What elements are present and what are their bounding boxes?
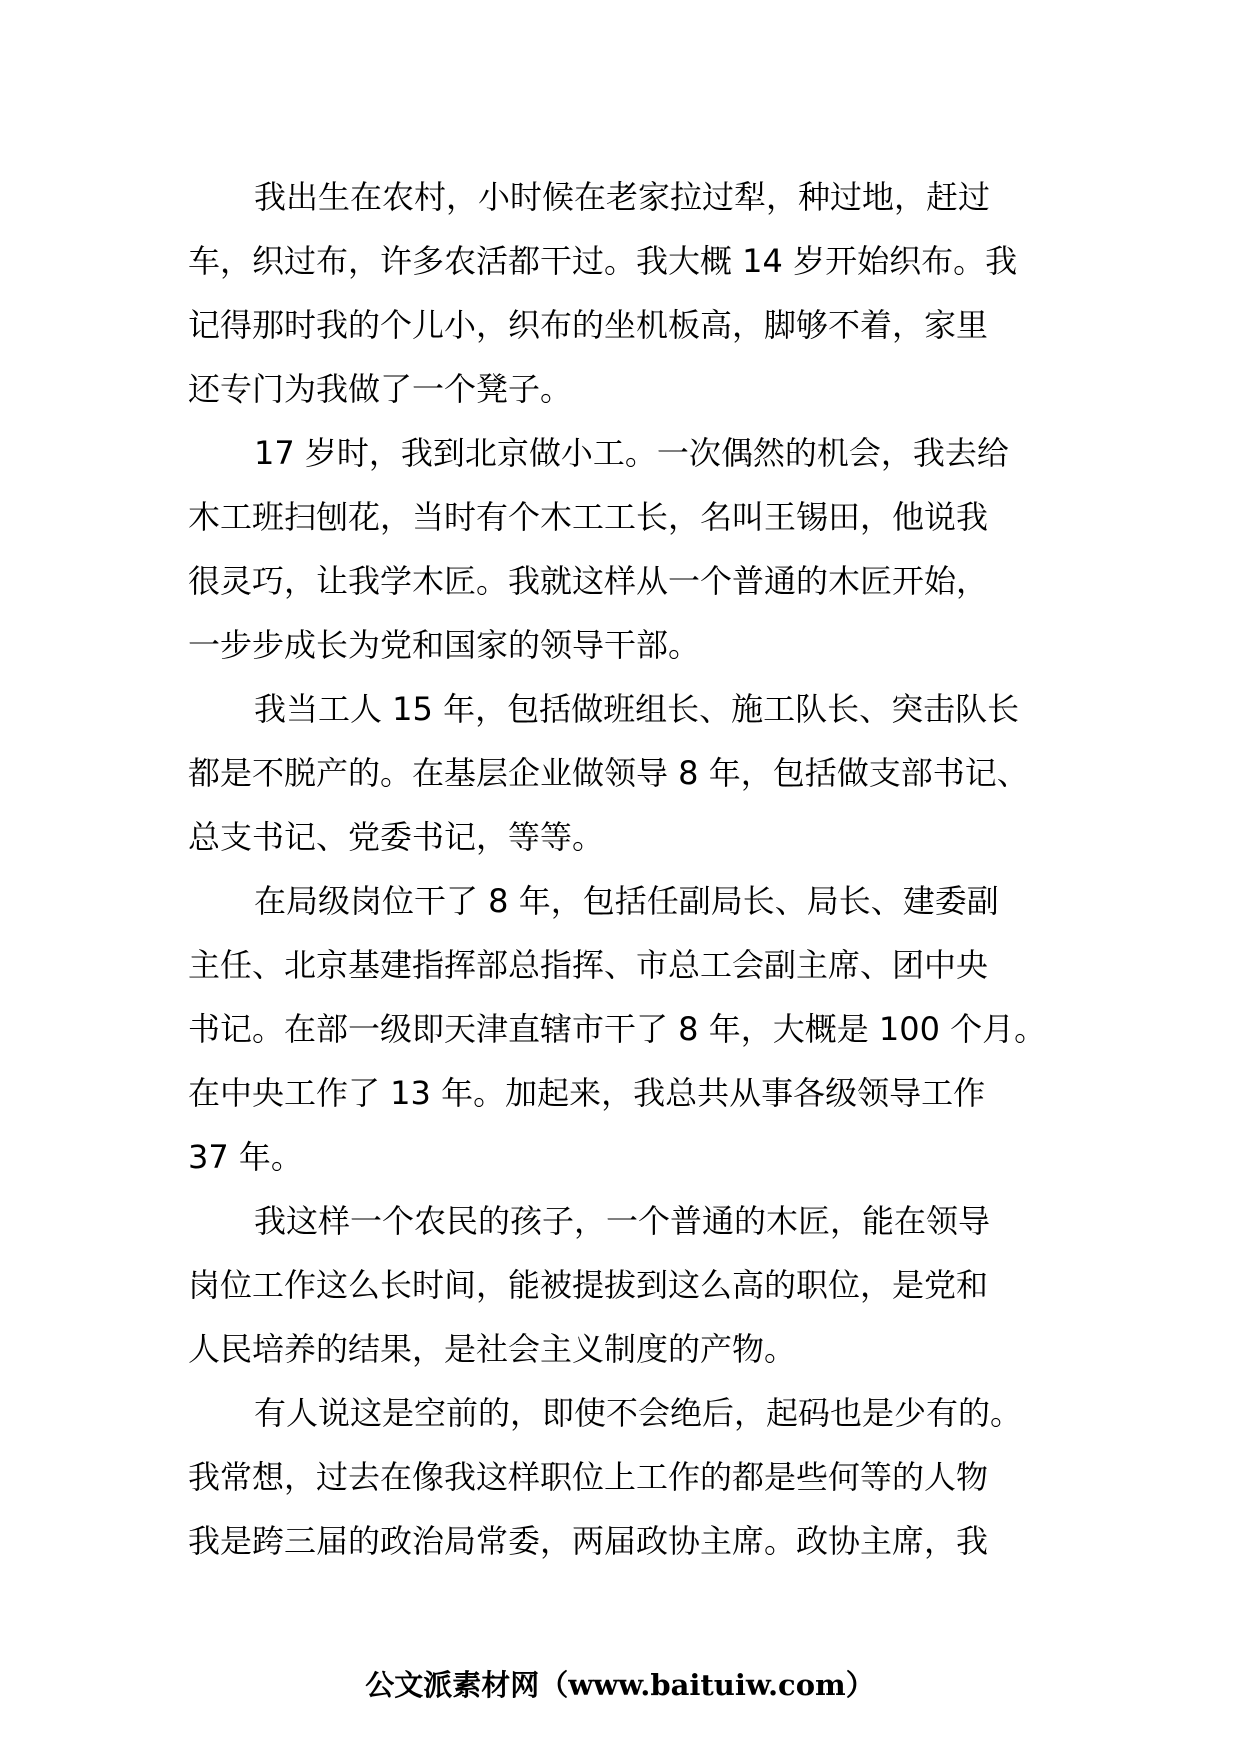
text-line: 在中央工作了 13 年。加起来，我总共从事各级领导工作 bbox=[188, 1074, 986, 1112]
text-line: 都是不脱产的。在基层企业做领导 8 年，包括做支部书记、 bbox=[188, 754, 1029, 792]
text-line: 主任、北京基建指挥部总指挥、市总工会副主席、团中央 bbox=[188, 946, 989, 984]
text-line: 在局级岗位干了 8 年，包括任副局长、局长、建委副 bbox=[254, 882, 999, 920]
text-line: 一步步成长为党和国家的领导干部。 bbox=[188, 626, 701, 664]
text-line: 有人说这是空前的，即使不会绝后，起码也是少有的。 bbox=[254, 1394, 1023, 1432]
text-line: 记得那时我的个儿小，织布的坐机板高，脚够不着，家里 bbox=[188, 306, 989, 344]
text-line: 岗位工作这么长时间，能被提拔到这么高的职位，是党和 bbox=[188, 1266, 989, 1304]
text-line: 车，织过布，许多农活都干过。我大概 14 岁开始织布。我 bbox=[188, 242, 1018, 280]
text-line: 木工班扫刨花，当时有个木工工长，名叫王锡田，他说我 bbox=[188, 498, 989, 536]
footer-watermark: 公文派素材网（www.baituiw.com） bbox=[365, 1668, 875, 1702]
text-line: 我这样一个农民的孩子，一个普通的木匠，能在领导 bbox=[254, 1202, 991, 1240]
text-line: 总支书记、党委书记，等等。 bbox=[188, 818, 605, 856]
text-line: 书记。在部一级即天津直辖市干了 8 年，大概是 100 个月。 bbox=[188, 1010, 1047, 1048]
text-line: 我是跨三届的政治局常委，两届政协主席。政协主席，我 bbox=[188, 1522, 989, 1560]
text-line: 37 年。 bbox=[188, 1138, 303, 1176]
text-line: 我当工人 15 年，包括做班组长、施工队长、突击队长 bbox=[254, 690, 1020, 728]
text-line: 人民培养的结果，是社会主义制度的产物。 bbox=[188, 1330, 797, 1368]
body-text bbox=[188, 165, 1058, 1573]
text-line: 我出生在农村，小时候在老家拉过犁，种过地，赶过 bbox=[254, 178, 991, 216]
text-line: 还专门为我做了一个凳子。 bbox=[188, 370, 573, 408]
text-line: 很灵巧，让我学木匠。我就这样从一个普通的木匠开始， bbox=[188, 562, 989, 600]
text-line: 17 岁时，我到北京做小工。一次偶然的机会，我去给 bbox=[254, 434, 1009, 472]
text-line: 我常想，过去在像我这样职位上工作的都是些何等的人物 bbox=[188, 1458, 989, 1496]
